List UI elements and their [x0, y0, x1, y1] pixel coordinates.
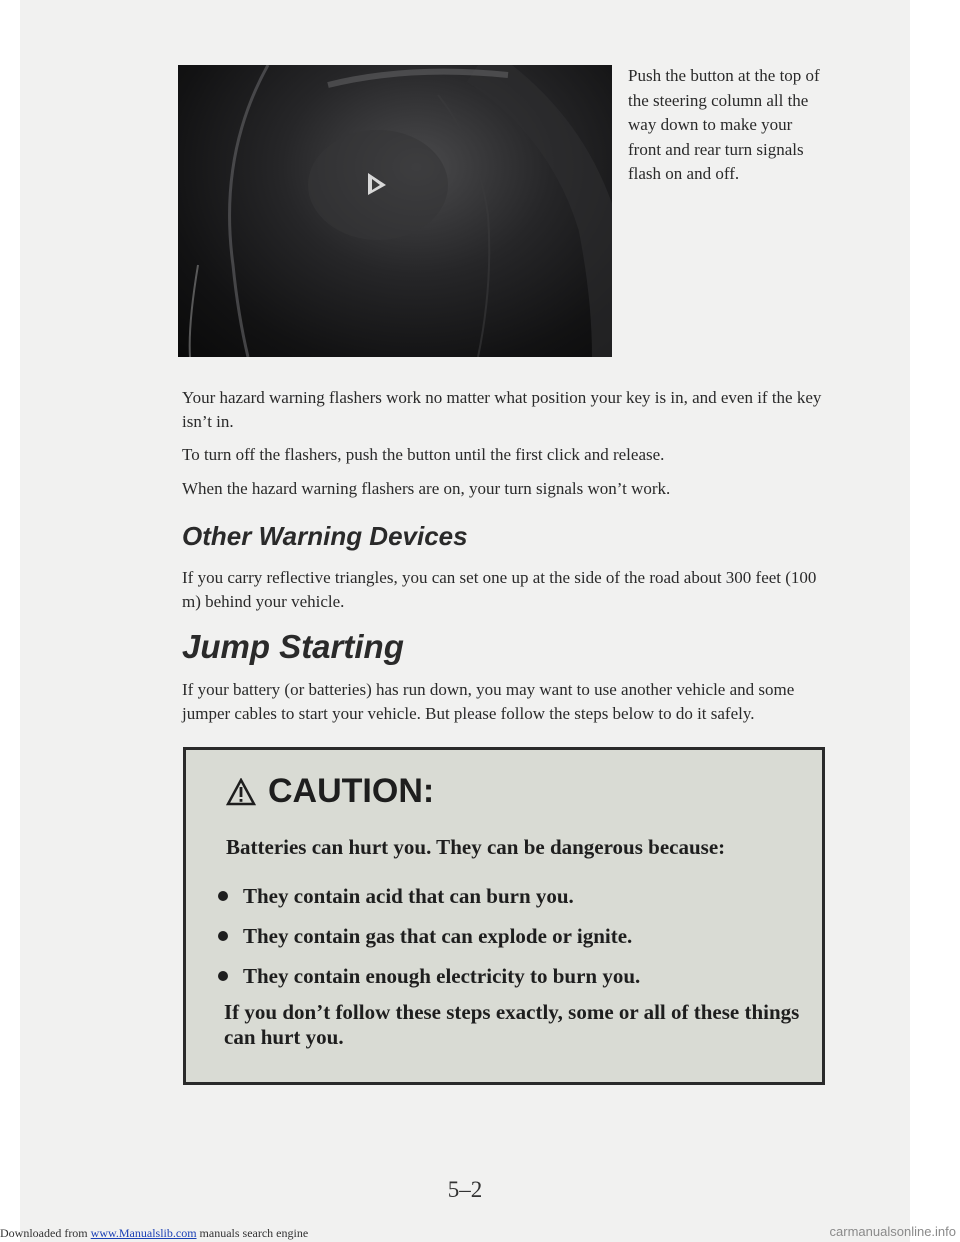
- hazard-button-image: [178, 65, 612, 357]
- manual-page: [20, 0, 910, 1242]
- heading-other-warning-devices: Other Warning Devices: [182, 521, 468, 551]
- warning-triangle-icon: [226, 778, 256, 806]
- footer-suffix: manuals search engine: [199, 1226, 309, 1240]
- intro-side-text: Push the button at the top of the steering column all the way down to make your front and rear turn signals flash on and off.: [628, 66, 820, 183]
- paragraph-key-position: Your hazard warning flashers work no matter what position your key is in, and even if the key isn’t in.: [182, 388, 822, 431]
- manualslib-link[interactable]: www.Manualslib.com: [90, 1226, 197, 1240]
- download-footer: [0, 1226, 308, 1241]
- watermark: carmanualsonline.info: [829, 1224, 956, 1239]
- caution-title-text: CAUTION:: [268, 772, 435, 810]
- bullet-icon: [218, 891, 228, 901]
- bullet-icon: [218, 971, 228, 981]
- paragraph-reflective-triangles: If you carry reflective triangles, you can set one up at the side of the road about 300 feet (100 m) behind your vehicle.: [182, 568, 817, 611]
- caution-bullet: They contain acid that can burn you.: [200, 876, 640, 916]
- caution-box: [183, 747, 825, 1085]
- caution-intro: Batteries can hurt you. They can be dangerous because:: [226, 835, 726, 859]
- steering-column-photo: [178, 65, 612, 357]
- caution-bullet: They contain enough electricity to burn you.: [200, 956, 640, 996]
- heading-jump-starting: Jump Starting: [182, 628, 404, 665]
- paragraph-turn-signals: When the hazard warning flashers are on, your turn signals won’t work.: [182, 479, 671, 498]
- caution-bullets: [200, 876, 640, 996]
- bullet-icon: [218, 931, 228, 941]
- caution-title: [226, 772, 434, 811]
- paragraph-turn-off: To turn off the flashers, push the button until the first click and release.: [182, 445, 665, 464]
- page-number: 5–2: [447, 1177, 483, 1202]
- footer-prefix: Downloaded from: [0, 1226, 88, 1240]
- caution-bullet: They contain gas that can explode or ignite.: [200, 916, 640, 956]
- caution-outro: If you don’t follow these steps exactly, some or all of these things can hurt you.: [224, 1000, 800, 1049]
- paragraph-jump-intro: If your battery (or batteries) has run down, you may want to use another vehicle and some jumper cables to start your vehicle. But please follow the steps below to do it safely.: [182, 680, 795, 723]
